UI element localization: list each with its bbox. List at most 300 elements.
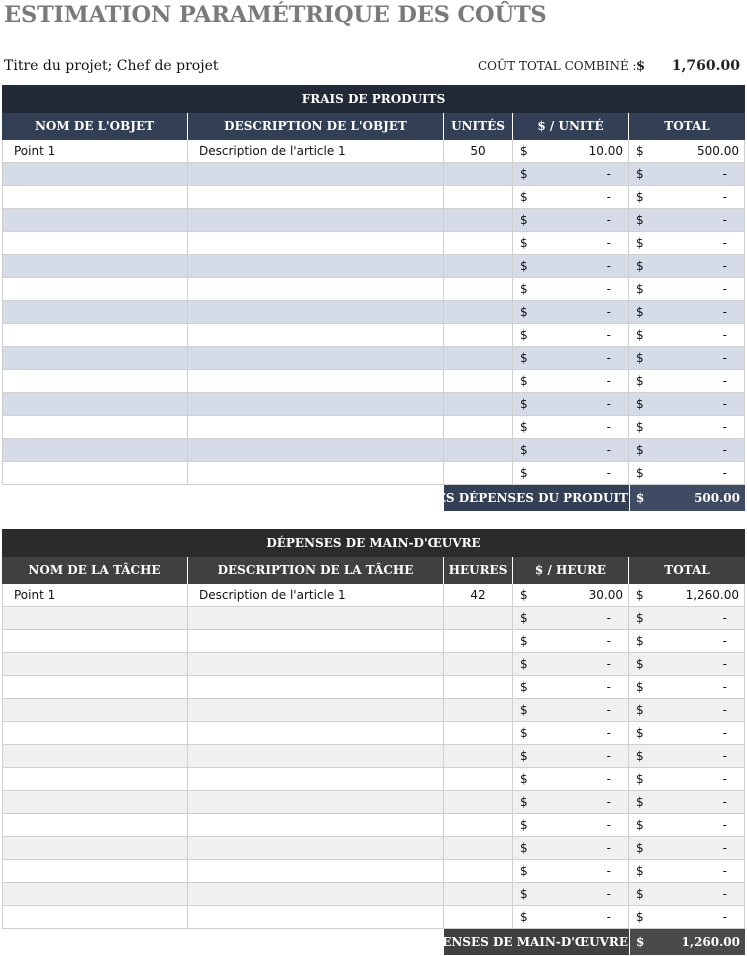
total-value: -	[722, 726, 727, 740]
cell-description[interactable]	[188, 906, 444, 929]
cell-quantity[interactable]	[444, 791, 513, 814]
total-value: -	[722, 680, 727, 694]
rate-value: -	[606, 236, 611, 250]
cell-name[interactable]	[2, 906, 188, 929]
currency-symbol: $	[636, 351, 644, 365]
total-value: -	[722, 466, 727, 480]
cell-total[interactable]	[629, 906, 745, 929]
cell-total[interactable]	[629, 278, 745, 301]
cell-name[interactable]	[2, 630, 188, 653]
cell-name[interactable]	[2, 676, 188, 699]
cell-name[interactable]	[2, 255, 188, 278]
currency-symbol: $	[636, 887, 644, 901]
currency-symbol: $	[636, 726, 644, 740]
cell-total[interactable]	[629, 301, 745, 324]
currency-symbol: $	[520, 887, 528, 901]
cell-total[interactable]	[629, 439, 745, 462]
cell-quantity[interactable]: 50	[444, 140, 513, 163]
cell-name[interactable]	[2, 791, 188, 814]
cell-quantity[interactable]	[444, 699, 513, 722]
cell-description[interactable]	[188, 232, 444, 255]
cell-quantity[interactable]	[444, 416, 513, 439]
cell-name[interactable]	[2, 814, 188, 837]
cell-rate[interactable]	[513, 676, 629, 699]
cell-name[interactable]	[2, 462, 188, 485]
currency-symbol: $	[636, 328, 644, 342]
cell-description[interactable]	[188, 791, 444, 814]
combined-cost-currency: $	[636, 59, 646, 74]
cell-name[interactable]	[2, 301, 188, 324]
table-row	[2, 301, 745, 324]
cell-quantity[interactable]	[444, 722, 513, 745]
total-value: -	[722, 397, 727, 411]
cell-name[interactable]: Point 1	[2, 140, 188, 163]
cell-description[interactable]: Description de l'article 1	[188, 140, 444, 163]
currency-symbol: $	[636, 864, 644, 878]
cell-quantity[interactable]	[444, 209, 513, 232]
cell-description[interactable]	[188, 630, 444, 653]
cell-quantity[interactable]	[444, 837, 513, 860]
cell-description[interactable]	[188, 653, 444, 676]
cell-name[interactable]	[2, 278, 188, 301]
cell-total[interactable]	[629, 209, 745, 232]
products-banner: FRAIS DE PRODUITS	[2, 85, 745, 113]
cell-description[interactable]	[188, 676, 444, 699]
currency-symbol: $	[636, 190, 644, 204]
currency-symbol: $	[520, 236, 528, 250]
currency-symbol: $	[520, 772, 528, 786]
cell-name[interactable]	[2, 209, 188, 232]
cell-description[interactable]	[188, 324, 444, 347]
cell-name[interactable]	[2, 439, 188, 462]
currency-symbol: $	[520, 282, 528, 296]
column-header-task-description: DESCRIPTION DE LA TÂCHE	[188, 557, 444, 584]
cell-rate[interactable]	[513, 347, 629, 370]
table-row	[2, 837, 745, 860]
cell-description[interactable]	[188, 163, 444, 186]
currency-symbol: $	[520, 703, 528, 717]
cell-description[interactable]	[188, 883, 444, 906]
labor-total-value-cell	[629, 929, 745, 955]
cell-total[interactable]	[629, 393, 745, 416]
currency-symbol: $	[636, 213, 644, 227]
combined-cost-value: 1,760.00	[671, 58, 740, 74]
cell-rate[interactable]	[513, 186, 629, 209]
cell-name[interactable]	[2, 883, 188, 906]
cell-description[interactable]	[188, 416, 444, 439]
total-value: -	[722, 657, 727, 671]
products-total-value-cell	[629, 485, 745, 511]
cell-rate[interactable]	[513, 393, 629, 416]
cell-name[interactable]	[2, 768, 188, 791]
products-total-currency: $	[636, 491, 645, 505]
cell-total[interactable]	[629, 584, 745, 607]
products-total-value: 500.00	[694, 491, 740, 505]
table-row	[2, 209, 745, 232]
currency-symbol: $	[520, 351, 528, 365]
cell-rate[interactable]	[513, 814, 629, 837]
cell-name[interactable]	[2, 347, 188, 370]
cell-total[interactable]	[629, 163, 745, 186]
cell-quantity[interactable]	[444, 278, 513, 301]
total-value: -	[722, 305, 727, 319]
total-value: -	[722, 795, 727, 809]
currency-symbol: $	[636, 749, 644, 763]
cell-rate[interactable]	[513, 209, 629, 232]
rate-value: -	[606, 864, 611, 878]
cell-total[interactable]	[629, 814, 745, 837]
cell-description[interactable]	[188, 814, 444, 837]
cell-rate[interactable]	[513, 860, 629, 883]
currency-symbol: $	[520, 144, 528, 158]
currency-symbol: $	[636, 167, 644, 181]
cell-quantity[interactable]	[444, 163, 513, 186]
cell-total[interactable]	[629, 791, 745, 814]
table-row	[2, 278, 745, 301]
cell-total[interactable]	[629, 653, 745, 676]
labor-total-currency: $	[636, 935, 645, 949]
cell-description[interactable]	[188, 768, 444, 791]
currency-symbol: $	[636, 420, 644, 434]
cell-rate[interactable]	[513, 324, 629, 347]
currency-symbol: $	[636, 795, 644, 809]
currency-symbol: $	[636, 443, 644, 457]
cell-rate[interactable]	[513, 584, 629, 607]
cell-quantity[interactable]	[444, 768, 513, 791]
cell-quantity[interactable]	[444, 232, 513, 255]
cell-name[interactable]	[2, 699, 188, 722]
cell-description[interactable]	[188, 347, 444, 370]
column-header-total: TOTAL	[629, 113, 745, 140]
labor-rows	[2, 584, 745, 929]
table-row	[2, 347, 745, 370]
rate-value: -	[606, 305, 611, 319]
total-value: -	[722, 634, 727, 648]
currency-symbol: $	[520, 167, 528, 181]
currency-symbol: $	[636, 680, 644, 694]
cell-quantity[interactable]	[444, 462, 513, 485]
cell-name[interactable]	[2, 745, 188, 768]
table-row	[2, 324, 745, 347]
cell-name[interactable]	[2, 860, 188, 883]
cell-rate[interactable]	[513, 370, 629, 393]
currency-symbol: $	[520, 466, 528, 480]
cell-total[interactable]	[629, 186, 745, 209]
currency-symbol: $	[520, 841, 528, 855]
cell-description[interactable]	[188, 439, 444, 462]
cell-quantity[interactable]	[444, 653, 513, 676]
total-value: -	[722, 236, 727, 250]
total-value: -	[722, 282, 727, 296]
cell-description[interactable]	[188, 722, 444, 745]
cell-rate[interactable]	[513, 745, 629, 768]
cell-quantity[interactable]	[444, 439, 513, 462]
total-value: -	[722, 259, 727, 273]
currency-symbol: $	[520, 397, 528, 411]
products-total-label: TOTAL DES DÉPENSES DU PRODUIT	[444, 485, 629, 511]
products-rows	[2, 140, 745, 485]
cell-rate[interactable]	[513, 883, 629, 906]
cell-rate[interactable]	[513, 278, 629, 301]
rate-value: -	[606, 443, 611, 457]
products-total-row	[2, 485, 745, 511]
rate-value: -	[606, 328, 611, 342]
cell-description[interactable]: Description de l'article 1	[188, 584, 444, 607]
table-row	[2, 140, 745, 163]
currency-symbol: $	[636, 611, 644, 625]
cell-total[interactable]	[629, 255, 745, 278]
cell-total[interactable]	[629, 416, 745, 439]
cell-description[interactable]	[188, 186, 444, 209]
currency-symbol: $	[520, 305, 528, 319]
labor-banner: DÉPENSES DE MAIN-D'ŒUVRE	[2, 529, 745, 557]
currency-symbol: $	[520, 611, 528, 625]
column-header-hours: HEURES	[444, 557, 513, 584]
total-value: -	[722, 910, 727, 924]
table-row	[2, 768, 745, 791]
table-row	[2, 906, 745, 929]
cell-rate[interactable]	[513, 163, 629, 186]
cell-total[interactable]	[629, 232, 745, 255]
currency-symbol: $	[636, 374, 644, 388]
rate-value: -	[606, 282, 611, 296]
labor-total-label: TOTAL DES DÉPENSES DE MAIN-D'ŒUVRE	[444, 929, 629, 955]
cell-rate[interactable]	[513, 232, 629, 255]
cell-total[interactable]	[629, 370, 745, 393]
total-value: -	[722, 749, 727, 763]
page-title: ESTIMATION PARAMÉTRIQUE DES COÛTS	[4, 2, 547, 28]
cell-description[interactable]	[188, 301, 444, 324]
total-value: -	[722, 328, 727, 342]
cell-quantity[interactable]	[444, 186, 513, 209]
currency-symbol: $	[520, 259, 528, 273]
cell-total[interactable]	[629, 630, 745, 653]
total-value: -	[722, 703, 727, 717]
cell-name[interactable]	[2, 163, 188, 186]
cell-rate[interactable]	[513, 301, 629, 324]
cell-quantity[interactable]	[444, 814, 513, 837]
rate-value: -	[606, 374, 611, 388]
cell-name[interactable]	[2, 324, 188, 347]
currency-symbol: $	[520, 588, 528, 602]
cell-rate[interactable]	[513, 791, 629, 814]
rate-value: -	[606, 887, 611, 901]
currency-symbol: $	[636, 634, 644, 648]
currency-symbol: $	[636, 144, 644, 158]
cell-quantity[interactable]	[444, 676, 513, 699]
cell-quantity[interactable]	[444, 745, 513, 768]
cell-total[interactable]	[629, 768, 745, 791]
cell-rate[interactable]	[513, 722, 629, 745]
cell-rate[interactable]	[513, 906, 629, 929]
total-value: -	[722, 611, 727, 625]
cell-description[interactable]	[188, 699, 444, 722]
table-row	[2, 416, 745, 439]
total-value: -	[722, 887, 727, 901]
currency-symbol: $	[520, 328, 528, 342]
total-value: -	[722, 841, 727, 855]
cell-total[interactable]	[629, 860, 745, 883]
currency-symbol: $	[520, 443, 528, 457]
table-row	[2, 232, 745, 255]
cell-rate[interactable]	[513, 630, 629, 653]
rate-value: -	[606, 466, 611, 480]
labor-column-headers	[2, 557, 745, 584]
cell-rate[interactable]	[513, 768, 629, 791]
total-value: -	[722, 190, 727, 204]
column-header-item-description: DESCRIPTION DE L'OBJET	[188, 113, 444, 140]
cell-rate[interactable]	[513, 255, 629, 278]
table-row	[2, 653, 745, 676]
cell-rate[interactable]	[513, 699, 629, 722]
labor-section	[2, 529, 745, 955]
cell-name[interactable]	[2, 837, 188, 860]
cell-quantity[interactable]	[444, 393, 513, 416]
column-header-hourly-rate: $ / HEURE	[513, 557, 629, 584]
total-value: -	[722, 818, 727, 832]
cell-rate[interactable]	[513, 439, 629, 462]
cell-name[interactable]	[2, 722, 188, 745]
cell-description[interactable]	[188, 255, 444, 278]
labor-total-row	[2, 929, 745, 955]
products-section	[2, 85, 745, 511]
column-header-total: TOTAL	[629, 557, 745, 584]
total-value: -	[722, 420, 727, 434]
table-row	[2, 462, 745, 485]
currency-symbol: $	[520, 190, 528, 204]
table-row	[2, 722, 745, 745]
rate-value: -	[606, 772, 611, 786]
rate-value: -	[606, 795, 611, 809]
table-row	[2, 791, 745, 814]
cell-name[interactable]	[2, 653, 188, 676]
cell-quantity[interactable]	[444, 255, 513, 278]
table-row	[2, 607, 745, 630]
column-header-task-name: NOM DE LA TÂCHE	[2, 557, 188, 584]
column-header-item-name: NOM DE L'OBJET	[2, 113, 188, 140]
cell-quantity[interactable]	[444, 883, 513, 906]
cell-total[interactable]	[629, 676, 745, 699]
rate-value: -	[606, 657, 611, 671]
rate-value: -	[606, 818, 611, 832]
cell-description[interactable]	[188, 745, 444, 768]
cell-total[interactable]	[629, 745, 745, 768]
cell-name[interactable]	[2, 607, 188, 630]
cell-rate[interactable]	[513, 462, 629, 485]
rate-value: -	[606, 420, 611, 434]
currency-symbol: $	[636, 236, 644, 250]
rate-value: -	[606, 749, 611, 763]
cell-quantity[interactable]	[444, 607, 513, 630]
cell-total[interactable]	[629, 324, 745, 347]
cell-rate[interactable]	[513, 416, 629, 439]
cell-rate[interactable]	[513, 837, 629, 860]
cell-rate[interactable]	[513, 140, 629, 163]
cell-description[interactable]	[188, 370, 444, 393]
cell-total[interactable]	[629, 462, 745, 485]
rate-value: -	[606, 213, 611, 227]
total-value: -	[722, 772, 727, 786]
table-row	[2, 163, 745, 186]
currency-symbol: $	[520, 213, 528, 227]
total-value: -	[722, 864, 727, 878]
cell-total[interactable]	[629, 722, 745, 745]
combined-cost-label: COÛT TOTAL COMBINÉ :	[478, 59, 637, 73]
cell-name[interactable]	[2, 370, 188, 393]
table-row	[2, 393, 745, 416]
currency-symbol: $	[636, 305, 644, 319]
cell-description[interactable]	[188, 607, 444, 630]
cell-quantity[interactable]	[444, 370, 513, 393]
cell-total[interactable]	[629, 347, 745, 370]
rate-value: -	[606, 259, 611, 273]
cell-name[interactable]	[2, 232, 188, 255]
table-row	[2, 676, 745, 699]
cell-description[interactable]	[188, 860, 444, 883]
products-column-headers	[2, 113, 745, 140]
cell-name[interactable]: Point 1	[2, 584, 188, 607]
total-value: -	[722, 213, 727, 227]
table-row	[2, 883, 745, 906]
currency-symbol: $	[636, 703, 644, 717]
cell-quantity[interactable]	[444, 347, 513, 370]
total-value: -	[722, 443, 727, 457]
rate-value: -	[606, 634, 611, 648]
table-row	[2, 814, 745, 837]
column-header-unit-price: $ / UNITÉ	[513, 113, 629, 140]
table-row	[2, 186, 745, 209]
cell-description[interactable]	[188, 837, 444, 860]
cell-rate[interactable]	[513, 607, 629, 630]
cell-total[interactable]	[629, 837, 745, 860]
total-value: -	[722, 351, 727, 365]
cell-rate[interactable]	[513, 653, 629, 676]
cell-name[interactable]	[2, 186, 188, 209]
currency-symbol: $	[636, 282, 644, 296]
currency-symbol: $	[520, 864, 528, 878]
currency-symbol: $	[520, 420, 528, 434]
cell-total[interactable]	[629, 140, 745, 163]
cell-total[interactable]	[629, 607, 745, 630]
cell-quantity[interactable]	[444, 630, 513, 653]
cell-quantity[interactable]	[444, 301, 513, 324]
cell-total[interactable]	[629, 699, 745, 722]
cell-description[interactable]	[188, 209, 444, 232]
currency-symbol: $	[636, 466, 644, 480]
cell-quantity[interactable]	[444, 324, 513, 347]
cell-description[interactable]	[188, 278, 444, 301]
cell-quantity[interactable]	[444, 860, 513, 883]
currency-symbol: $	[520, 634, 528, 648]
currency-symbol: $	[520, 374, 528, 388]
cell-name[interactable]	[2, 393, 188, 416]
cell-description[interactable]	[188, 462, 444, 485]
cell-name[interactable]	[2, 416, 188, 439]
currency-symbol: $	[636, 818, 644, 832]
cell-description[interactable]	[188, 393, 444, 416]
cell-quantity[interactable]	[444, 906, 513, 929]
total-value: -	[722, 374, 727, 388]
table-row	[2, 370, 745, 393]
cell-quantity[interactable]: 42	[444, 584, 513, 607]
rate-value: -	[606, 167, 611, 181]
currency-symbol: $	[520, 657, 528, 671]
project-subtitle[interactable]: Titre du projet; Chef de projet	[4, 58, 219, 74]
currency-symbol: $	[520, 818, 528, 832]
cell-total[interactable]	[629, 883, 745, 906]
table-row	[2, 745, 745, 768]
currency-symbol: $	[636, 657, 644, 671]
